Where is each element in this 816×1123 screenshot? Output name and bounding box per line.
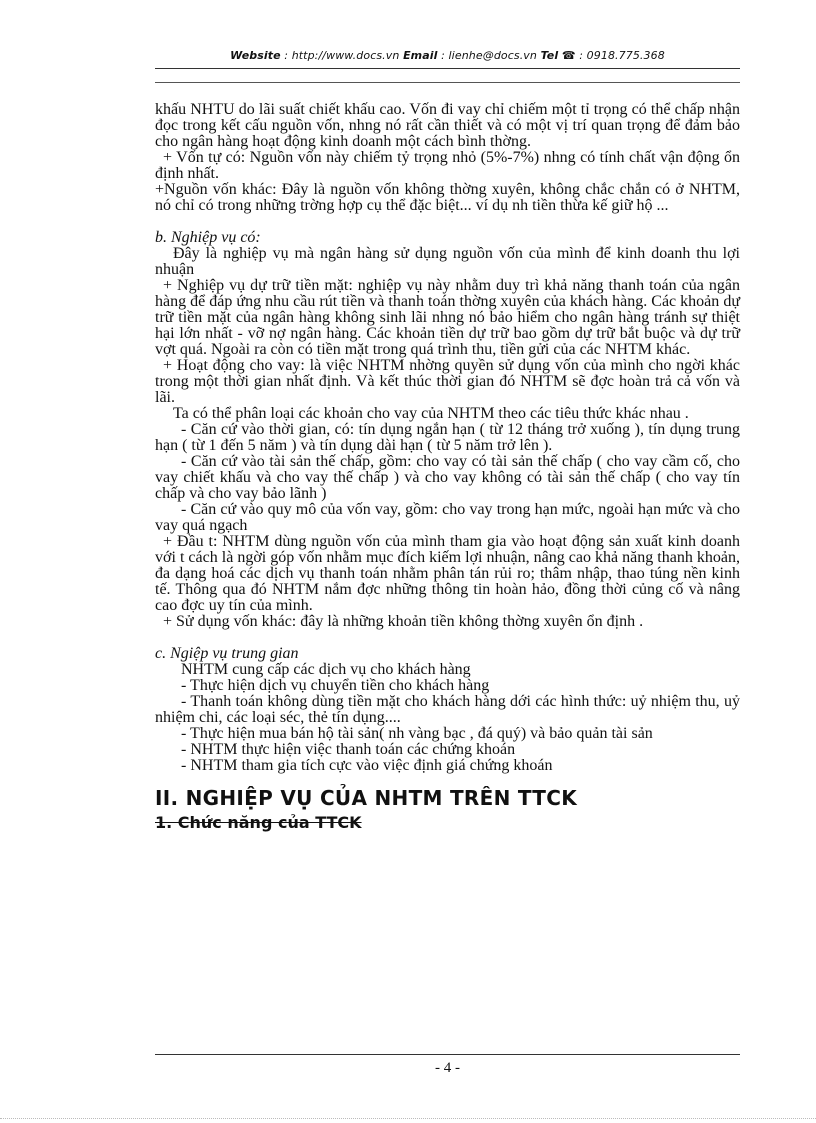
- tel-value: ☎ : 0918.775.368: [561, 49, 665, 62]
- website-label: Website: [230, 49, 281, 62]
- paragraph: + Đầu t: NHTM dùng nguồn vốn của mình tham gia vào hoạt động sản xuất kinh doanh với t cách là ngời góp vốn nhằm mục đích kiếm lợi nhuận, nâng cao khả năng thanh khoản, đa dạng hoá các dịch vụ thanh toán nhằm phân tán rủi ro; thâm nhập, thao túng nền kinh tế. Thông qua đó NHTM nắm đợc những thông tin hoàn hảo, đồng thời củng cố và nâng cao đợc uy tín của mình.: [155, 533, 740, 614]
- paragraph: - Thực hiện mua bán hộ tài sản( nh vàng bạc , đá quý) và bảo quản tài sản: [181, 725, 653, 742]
- website-value: : http://www.docs.vn: [284, 49, 400, 62]
- document-body: [155, 102, 740, 834]
- paragraph: khấu NHTU do lãi suất chiết khấu cao. Vốn đi vay chỉ chiếm một tỉ trọng có thể chấp nhận đọc trong kết cấu nguồn vốn, nhng nó rất cần thiết và có một vị trí quan trọng để đảm bảo cho ngân hàng hoạt động kinh doanh một cách bình thờng.: [155, 101, 740, 150]
- paragraph: Ta có thể phân loại các khoản cho vay của NHTM theo các tiêu thức khác nhau .: [173, 405, 689, 422]
- paragraph: Đây là nghiệp vụ mà ngân hàng sử dụng nguồn vốn của mình để kinh doanh thu lợi nhuận: [155, 245, 740, 278]
- page-edge-dotted-line: [0, 1118, 816, 1119]
- paragraph: + Sử dụng vốn khác: đây là những khoản tiền không thờng xuyên ổn định .: [163, 613, 644, 630]
- section-heading-b: b. Nghiệp vụ có:: [155, 229, 261, 246]
- email-label: Email: [403, 49, 438, 62]
- paragraph: - Thanh toán không dùng tiền mặt cho khách hàng dới các hình thức: uỷ nhiệm thu, uỷ nhiệm chi, các loại séc, thẻ tín dụng....: [155, 693, 740, 726]
- paragraph: - NHTM tham gia tích cực vào việc định giá chứng khoán: [181, 757, 553, 774]
- heading-subsection-1: 1. Chức năng của TTCK: [155, 813, 362, 832]
- paragraph: - NHTM thực hiện việc thanh toán các chứng khoán: [181, 741, 516, 758]
- paragraph: - Căn cứ vào quy mô của vốn vay, gồm: cho vay trong hạn mức, ngoài hạn mức và cho vay quá ngạch: [155, 501, 740, 534]
- page-header: [155, 49, 740, 62]
- paragraph: + Vốn tự có: Nguồn vốn này chiếm tỷ trọng nhỏ (5%-7%) nhng có tính chất vận động ổn định nhất.: [155, 149, 740, 182]
- email-value: : lienhe@docs.vn: [441, 49, 537, 62]
- paragraph: - Thực hiện dịch vụ chuyển tiền cho khách hàng: [181, 677, 490, 694]
- paragraph: +Nguồn vốn khác: Đây là nguồn vốn không thờng xuyên, không chắc chắn có ở NHTM, nó chỉ có trong những trờng hợp cụ thể đặc biệt... ví dụ nh tiền thừa kế giữ hộ ...: [155, 181, 740, 214]
- header-rule: [155, 68, 740, 69]
- paragraph: - Căn cứ vào tài sản thế chấp, gồm: cho vay có tài sản thế chấp ( cho vay cầm cố, cho vay chiết khấu và cho vay thế chấp ) và cho vay không có tài sản thế chấp ( cho vay tín chấp và cho vay bảo lãnh ): [155, 453, 740, 502]
- paragraph: - Căn cứ vào thời gian, có: tín dụng ngắn hạn ( từ 12 tháng trở xuống ), tín dụng trung hạn ( từ 1 đến 5 năm ) và tín dụng dài hạn ( từ 5 năm trở lên ).: [155, 421, 740, 454]
- footer-rule: [155, 1054, 740, 1055]
- spacer: [155, 214, 740, 230]
- paragraph: NHTM cung cấp các dịch vụ cho khách hàng: [181, 661, 471, 678]
- spacer: [155, 630, 740, 646]
- paragraph: + Hoạt động cho vay: là việc NHTM nhờng quyền sử dụng vốn của mình cho ngời khác trong một thời gian nhất định. Và kết thúc thời gian đó NHTM sẽ đợc hoàn trả cả vốn và lãi.: [155, 357, 740, 406]
- tel-label: Tel: [540, 49, 559, 62]
- header-rule-secondary: [155, 82, 740, 83]
- page-number: - 4 -: [435, 1060, 460, 1076]
- section-heading-c: c. Ngiệp vụ trung gian: [155, 645, 299, 662]
- paragraph: + Nghiệp vụ dự trữ tiền mặt: nghiệp vụ này nhằm duy trì khả năng thanh toán của ngân hàng để đáp ứng nhu cầu rút tiền và thanh toán thờng xuyên của khách hàng. Các khoản dự trữ tiền mặt của ngân hàng không sinh lãi nhng nó bảo hiểm cho ngân hàng tránh sự thiệt hại lớn nhất - vỡ nợ ngân hàng. Các khoản tiền dự trữ bao gồm dự trữ bắt buộc và dự trữ vợt quá. Ngoài ra còn có tiền mặt trong quá trình thu, tiền gửi của các NHTM khác.: [155, 277, 740, 358]
- heading-section-ii: II. NGHIỆP VỤ CỦA NHTM TRÊN TTCK: [155, 786, 578, 810]
